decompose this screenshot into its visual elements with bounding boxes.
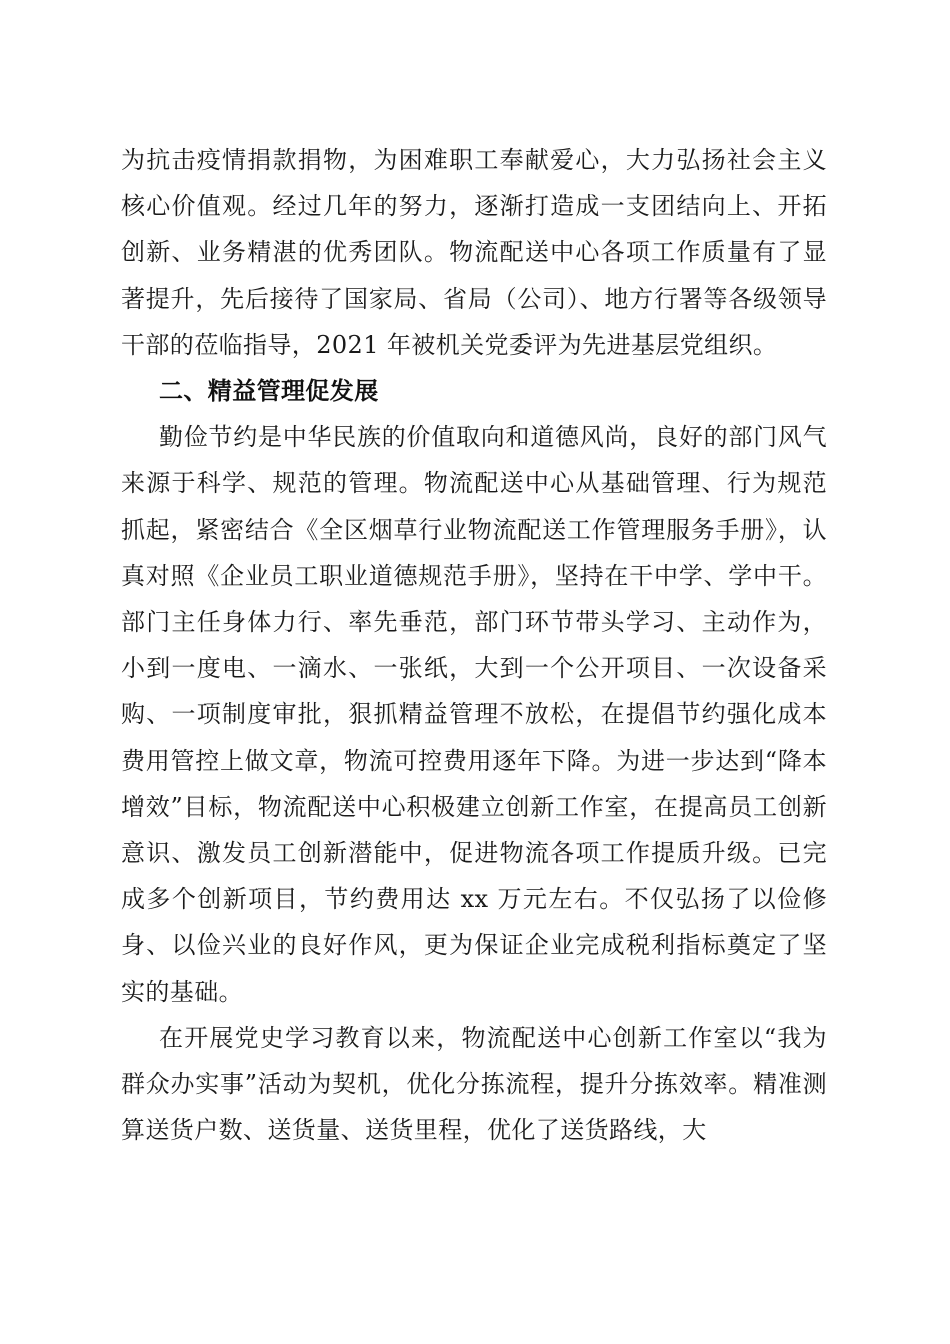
paragraph-party-history: 在开展党史学习教育以来，物流配送中心创新工作室以“我为群众办实事”活动为契机，优化分拣流程，提升分拣效率。精准测算送货户数、送货量、送货里程，优化了送货路线，大 [121,1023,827,1145]
paragraph-lean-management: 勤俭节约是中华民族的价值取向和道德风尚，良好的部门风气来源于科学、规范的管理。物流配送中心从基础管理、行为规范抓起，紧密结合《全区烟草行业物流配送工作管理服务手册》，认真对照《企业员工职业道德规范手册》，坚持在干中学、学中干。部门主任身体力行、率先垂范，部门环节带头学习、主动作为，小到一度电、一滴水、一张纸，大到一个公开项目、一次设备采购、一项制度审批，狠抓精益管理不放松，在提倡节约强化成本费用管控上做文章，物流可控费用逐年下降。为进一步达到“降本增效”目标，物流配送中心积极建立创新工作室，在提高员工创新意识、激发员工创新潜能中，促进物流各项工作提质升级。已完成多个创新项目，节约费用达 xx 万元左右。不仅弘扬了以俭修身、以俭兴业的良好作风，更为保证企业完成税利指标奠定了坚实的基础。 [121,423,827,1006]
document-body [121,137,827,1153]
paragraph-continuation: 为抗击疫情捐款捐物，为困难职工奉献爱心，大力弘扬社会主义核心价值观。经过几年的努力，逐渐打造成一支团结向上、开拓创新、业务精湛的优秀团队。物流配送中心各项工作质量有了显著提升，先后接待了国家局、省局（公司）、地方行署等各级领导干部的莅临指导，2021 年被机关党委评为先进基层党组织。 [121,146,827,359]
section-heading: 二、精益管理促发展 [159,377,379,406]
